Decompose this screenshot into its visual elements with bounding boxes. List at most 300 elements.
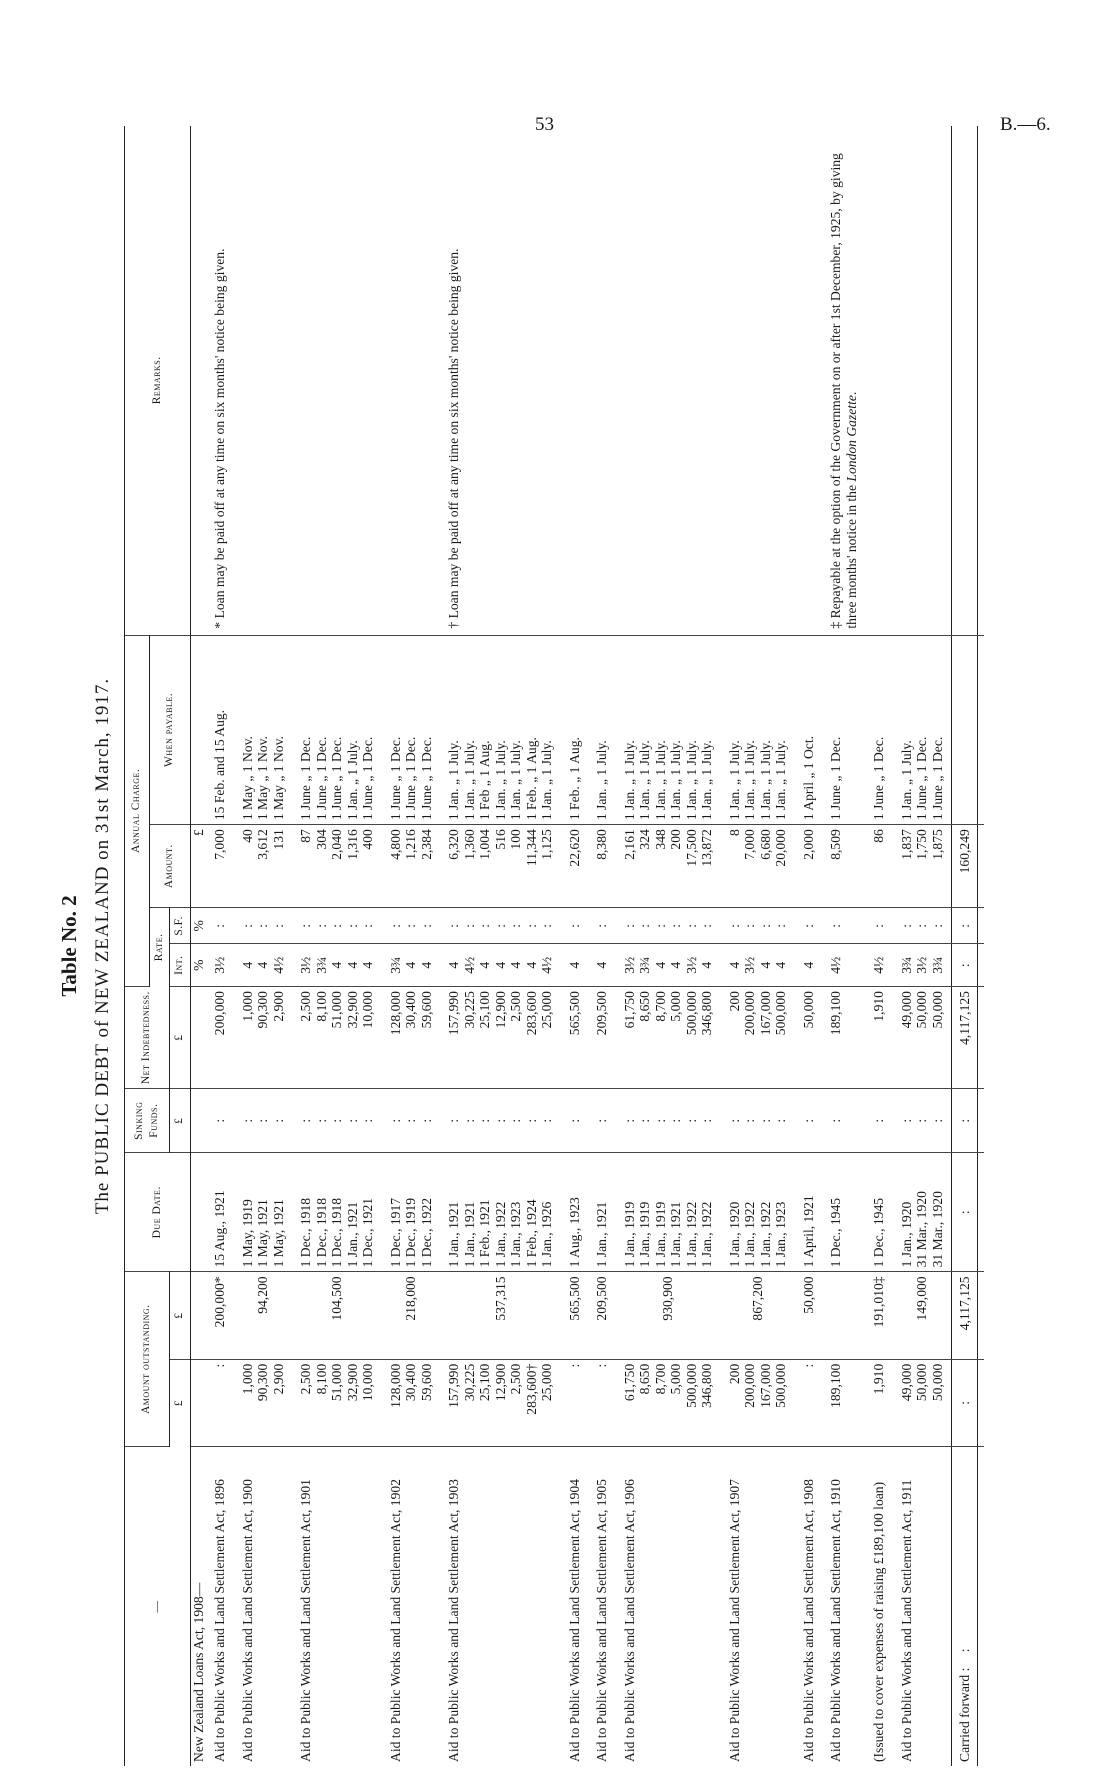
due-date-cell <box>440 1153 561 1272</box>
outstanding-total: 209,500 <box>588 1272 616 1359</box>
carried-forward-int: : <box>952 944 978 987</box>
net-indebtedness: 8,700 <box>652 991 668 1022</box>
annual-charge: 1,750 <box>914 829 929 860</box>
interest-rate: 4 <box>668 961 683 969</box>
sinking-fund-rate: : <box>683 923 699 928</box>
interest-rate-cell <box>865 944 893 987</box>
col-sinking-funds-header: Sinking Funds. <box>125 1089 170 1153</box>
amount-outstanding: 283,600† <box>523 1363 539 1415</box>
due-date-cell <box>893 1153 952 1272</box>
amount-outstanding: 200,000 <box>742 1363 757 1408</box>
annual-charge-cell <box>795 825 823 908</box>
sinking-fund-rate: : <box>742 923 757 928</box>
interest-rate: 4 <box>255 961 270 969</box>
annual-charge: 348 <box>652 829 668 850</box>
amount-outstanding: 25,100 <box>477 1363 492 1402</box>
due-date-cell <box>721 1153 795 1272</box>
amount-outstanding: 2,900 <box>270 1363 286 1395</box>
net-indebtedness: 50,000 <box>914 991 929 1029</box>
sinking-pound-unit: £ <box>170 1089 191 1153</box>
page-number: 53 <box>535 114 554 135</box>
when-payable: 1 Jan. „ 1 July. <box>621 740 637 821</box>
when-payable: 1 May „ 1 Nov. <box>270 736 286 821</box>
net-indebtedness: 51,000 <box>329 991 344 1029</box>
net-indebtedness-cell <box>865 987 893 1089</box>
annual-charge-cell <box>234 825 293 908</box>
outstanding-total: 191,010‡ <box>865 1272 893 1359</box>
amount-outstanding: 51,000 <box>329 1363 344 1402</box>
when-payable: 1 June „ 1 Dec. <box>387 736 403 821</box>
sinking-fund-rate: : <box>914 923 929 928</box>
due-date: 1 Jan., 1921 <box>594 1201 609 1268</box>
sinking-fund: : <box>492 1118 508 1123</box>
net-indebtedness: 61,750 <box>621 991 637 1029</box>
when-payable: 1 Jan. „ 1 July. <box>726 740 742 821</box>
net-indebtedness: 209,500 <box>594 991 609 1036</box>
interest-rate: 4 <box>566 961 582 969</box>
amount-outstanding: 49,000 <box>898 1363 914 1402</box>
sinking-fund-rate: : <box>255 923 270 928</box>
amount-outstanding: 167,000 <box>757 1363 773 1408</box>
amount-outstanding: 30,225 <box>461 1363 477 1402</box>
col-when-payable-header: When payable. <box>149 635 190 825</box>
interest-rate-cell <box>616 944 721 987</box>
interest-rate-cell <box>588 944 616 987</box>
net-indebtedness-cell <box>206 987 234 1089</box>
table-title: Table No. 2 <box>57 895 81 997</box>
annual-charge: 7,000 <box>212 829 227 860</box>
annual-charge: 100 <box>508 829 523 850</box>
net-indebtedness: 500,000 <box>773 991 788 1036</box>
amount-outstanding: 1,910 <box>871 1363 886 1395</box>
interest-rate: 3½ <box>212 956 227 974</box>
interest-rate: 4 <box>329 961 344 969</box>
when-payable: 1 Jan. „ 1 July. <box>699 740 714 821</box>
remark <box>795 126 823 635</box>
annual-charge: 8,509 <box>828 829 843 860</box>
interest-rate: 3½ <box>621 956 637 974</box>
annual-charge: 17,500 <box>683 829 699 867</box>
amount-outstanding-cell <box>561 1359 589 1446</box>
when-payable: 1 Jan. „ 1 July. <box>668 740 683 821</box>
net-indebtedness: 8,650 <box>637 991 652 1022</box>
interest-rate: 3½ <box>683 956 699 974</box>
annual-charge-cell <box>382 825 441 908</box>
outstanding-total: 94,200 <box>234 1272 293 1359</box>
sinking-fund-rate: : <box>212 923 227 928</box>
annual-charge-cell <box>440 825 561 908</box>
sinking-fund-rate: : <box>871 923 886 928</box>
sinking-fund-rate-cell <box>616 908 721 944</box>
sinking-fund-rate: : <box>800 923 816 928</box>
amount-outstanding: 1,000 <box>239 1363 255 1395</box>
due-date: 1 April, 1921 <box>800 1195 816 1268</box>
remark: † Loan may be paid off at any time on six months' notice being given. <box>440 126 561 635</box>
sinking-fund-rate: : <box>566 923 582 928</box>
when-payable: 1 June „ 1 Dec. <box>871 736 886 821</box>
interest-rate: 4 <box>477 961 492 969</box>
interest-rate: 4 <box>652 961 668 969</box>
annual-charge: 86 <box>871 829 886 843</box>
amount-outstanding-cell <box>588 1359 616 1446</box>
carried-forward-label: Carried forward <box>957 1674 972 1762</box>
annual-charge: 22,620 <box>566 829 582 867</box>
due-date: 1 Jan., 1920 <box>726 1201 742 1268</box>
when-payable: 15 Feb. and 15 Aug. <box>212 709 227 821</box>
net-indebtedness: 167,000 <box>757 991 773 1036</box>
due-date: 1 Feb., 1921 <box>477 1199 492 1268</box>
interest-rate: 3¾ <box>929 956 945 974</box>
outstanding-total: 218,000 <box>382 1272 441 1359</box>
due-date-cell <box>822 1153 865 1272</box>
interest-rate-cell <box>721 944 795 987</box>
annual-charge: 8 <box>726 829 742 836</box>
carried-forward-due: : <box>952 1153 978 1272</box>
due-date: 15 Aug., 1921 <box>212 1190 227 1268</box>
when-payable: 1 Jan. „ 1 July. <box>757 740 773 821</box>
sinking-fund: : <box>621 1118 637 1123</box>
net-indebtedness-cell <box>234 987 293 1089</box>
interest-rate-cell <box>440 944 561 987</box>
loan-description: Aid to Public Works and Land Settlement Act, 1908 <box>800 1479 816 1762</box>
net-indebtedness: 32,900 <box>344 991 360 1029</box>
amount-outstanding: 61,750 <box>621 1363 637 1402</box>
amount-outstanding-cell <box>206 1359 234 1446</box>
loan-group-row <box>822 126 865 1766</box>
table-subtitle: The PUBLIC DEBT of NEW ZEALAND on 31st March, 1917. <box>92 677 113 1215</box>
carried-forward-net: 4,117,125 <box>952 987 978 1089</box>
sinking-fund: : <box>539 1118 554 1123</box>
interest-rate: 3½ <box>742 956 757 974</box>
when-payable: 1 Feb „ 1 Aug. <box>477 740 492 821</box>
amount-pound-unit: £ <box>170 1359 191 1446</box>
sinking-fund-rate: : <box>418 923 434 928</box>
amount-outstanding: 500,000 <box>683 1363 699 1408</box>
annual-charge: 6,680 <box>757 829 773 860</box>
sinking-fund-rate-cell <box>865 908 893 944</box>
col-rate-header: Rate. <box>149 908 170 987</box>
col-annual-charge-header: Annual Charge. <box>125 635 150 986</box>
sinking-fund: : <box>403 1118 418 1123</box>
sinking-fund-cell <box>588 1089 616 1153</box>
sinking-fund-rate-cell <box>588 908 616 944</box>
remark: * Loan may be paid off at any time on six months' notice being given. <box>206 126 234 635</box>
due-date: 1 Dec., 1921 <box>360 1197 375 1268</box>
loan-description: Aid to Public Works and Land Settlement Act, 1900 <box>239 1479 255 1762</box>
sinking-fund: : <box>683 1118 699 1123</box>
annual-charge: 324 <box>637 829 652 850</box>
sinking-fund-cell <box>822 1089 865 1153</box>
sinking-fund-rate: : <box>387 923 403 928</box>
interest-rate: 4 <box>508 961 523 969</box>
amount-outstanding: : <box>594 1363 609 1368</box>
due-date-cell <box>588 1153 616 1272</box>
sinking-fund-rate: : <box>668 923 683 928</box>
due-date: 31 Mar., 1920 <box>929 1191 945 1268</box>
interest-rate: 4½ <box>828 956 843 974</box>
interest-rate: 4½ <box>871 956 886 974</box>
loan-group-row <box>795 126 823 1766</box>
sinking-fund: : <box>461 1118 477 1123</box>
annual-charge-cell <box>206 825 234 908</box>
interest-rate: 4 <box>523 961 539 969</box>
due-date: 1 Jan., 1922 <box>742 1201 757 1268</box>
sinking-fund: : <box>344 1118 360 1123</box>
interest-rate: 4 <box>492 961 508 969</box>
outstanding-total: 930,900 <box>616 1272 721 1359</box>
due-date-cell <box>561 1153 589 1272</box>
annual-charge: 1,837 <box>898 829 914 860</box>
sinking-fund: : <box>298 1118 313 1123</box>
annual-charge: 1,216 <box>403 829 418 860</box>
carried-forward-amount: : <box>952 1359 978 1446</box>
due-date: 1 Jan., 1919 <box>652 1201 668 1268</box>
when-payable: 1 June „ 1 Dec. <box>329 736 344 821</box>
loan-group-row <box>440 126 561 1766</box>
remark <box>561 126 589 635</box>
interest-rate-cell <box>206 944 234 987</box>
col-due-date-header: Due Date. <box>125 1153 191 1272</box>
col-remarks-header: Remarks. <box>125 126 191 635</box>
col-amount-outstanding-header: Amount outstanding. <box>125 1272 170 1447</box>
amount-outstanding-cell <box>234 1359 293 1446</box>
sinking-fund: : <box>418 1118 434 1123</box>
net-indebtedness: 59,600 <box>418 991 434 1029</box>
loan-group-row <box>206 126 234 1766</box>
when-payable: 1 June „ 1 Dec. <box>298 736 313 821</box>
annual-charge-cell <box>893 825 952 908</box>
sinking-fund: : <box>255 1118 270 1123</box>
sinking-fund-cell <box>292 1089 382 1153</box>
carried-forward-sfrate: : <box>952 908 978 944</box>
sinking-fund-cell <box>440 1089 561 1153</box>
loan-description: Aid to Public Works and Land Settlement Act, 1906 <box>621 1479 637 1762</box>
loan-group-row <box>382 126 441 1766</box>
when-payable: 1 April „ 1 Oct. <box>800 735 816 821</box>
net-indebtedness: 1,910 <box>871 991 886 1022</box>
net-indebtedness: 30,400 <box>403 991 418 1029</box>
net-indebtedness: 50,000 <box>800 991 816 1029</box>
when-payable: 1 Jan. „ 1 July. <box>539 740 554 821</box>
sinking-fund-rate: : <box>726 923 742 928</box>
net-indebtedness: 49,000 <box>898 991 914 1029</box>
sinking-fund: : <box>594 1118 609 1123</box>
sinking-fund-rate-cell <box>234 908 293 944</box>
interest-rate: 4 <box>773 961 788 969</box>
amount-outstanding: 5,000 <box>668 1363 683 1395</box>
remark <box>721 126 795 635</box>
due-date: 1 Jan., 1921 <box>668 1201 683 1268</box>
sinking-fund: : <box>566 1118 582 1123</box>
col-description-header: — <box>125 1447 191 1766</box>
amount-outstanding: 8,700 <box>652 1363 668 1395</box>
carried-forward-row <box>952 126 978 1766</box>
annual-charge: 1,125 <box>539 829 554 860</box>
annual-charge: 7,000 <box>742 829 757 860</box>
due-date: 1 Jan., 1922 <box>699 1201 714 1268</box>
remark <box>865 126 893 635</box>
when-payable-cell <box>561 635 589 825</box>
remark <box>234 126 293 635</box>
sinking-fund-rate: : <box>757 923 773 928</box>
due-date-cell <box>206 1153 234 1272</box>
sinking-fund-cell <box>616 1089 721 1153</box>
due-date: 31 Mar., 1920 <box>914 1191 929 1268</box>
outstanding-total: 200,000* <box>206 1272 234 1359</box>
net-indebtedness-cell <box>440 987 561 1089</box>
sinking-fund: : <box>871 1118 886 1123</box>
net-indebtedness: 200,000 <box>742 991 757 1036</box>
amount-outstanding: 500,000 <box>773 1363 788 1408</box>
sinking-fund-rate: : <box>446 923 461 928</box>
amount-outstanding: 157,990 <box>446 1363 461 1408</box>
col-int-header: Int. <box>170 944 191 987</box>
interest-rate-cell <box>292 944 382 987</box>
sinking-fund-rate-cell <box>822 908 865 944</box>
loan-group-row <box>616 126 721 1766</box>
sf-percent-unit: % <box>190 908 206 944</box>
loan-description: (Issued to cover expenses of raising £189,100 loan) <box>871 1481 886 1762</box>
outstanding-total: 149,000 <box>893 1272 952 1359</box>
sinking-fund-cell <box>795 1089 823 1153</box>
remark <box>616 126 721 635</box>
annual-charge-cell <box>721 825 795 908</box>
sinking-fund-rate: : <box>298 923 313 928</box>
sinking-fund: : <box>212 1118 227 1123</box>
sinking-fund-rate: : <box>403 923 418 928</box>
total-pound-unit: £ <box>170 1272 191 1359</box>
when-payable-cell <box>206 635 234 825</box>
amount-outstanding: 8,100 <box>313 1363 329 1395</box>
due-date: 1 Dec., 1922 <box>418 1197 434 1268</box>
sinking-fund: : <box>898 1118 914 1123</box>
annual-charge: 40 <box>239 829 255 843</box>
sinking-fund-rate: : <box>523 923 539 928</box>
net-indebtedness-cell <box>561 987 589 1089</box>
interest-rate-cell <box>382 944 441 987</box>
due-date: 1 Jan., 1919 <box>637 1201 652 1268</box>
when-payable: 1 Jan. „ 1 July. <box>344 740 360 821</box>
annual-charge: 11,344 <box>523 829 539 867</box>
when-payable-cell <box>382 635 441 825</box>
amount-outstanding: 189,100 <box>828 1363 843 1408</box>
net-indebtedness: 8,100 <box>313 991 329 1022</box>
sinking-fund-rate-cell <box>292 908 382 944</box>
carried-forward-dots: : : <box>957 1642 972 1672</box>
amount-outstanding-cell <box>822 1359 865 1446</box>
sinking-fund-rate: : <box>344 923 360 928</box>
sinking-fund: : <box>329 1118 344 1123</box>
annual-charge: 3,612 <box>255 829 270 860</box>
amount-outstanding: 90,300 <box>255 1363 270 1402</box>
due-date: 1 Dec., 1918 <box>298 1197 313 1268</box>
amount-outstanding-cell <box>795 1359 823 1446</box>
amount-outstanding: 12,900 <box>492 1363 508 1402</box>
sinking-fund-rate: : <box>652 923 668 928</box>
sinking-fund: : <box>773 1118 788 1123</box>
amount-outstanding: 2,500 <box>298 1363 313 1395</box>
sinking-fund-cell <box>865 1089 893 1153</box>
sinking-fund: : <box>270 1118 286 1123</box>
interest-rate-cell <box>893 944 952 987</box>
due-date: 1 Jan., 1920 <box>898 1201 914 1268</box>
when-payable: 1 Jan. „ 1 July. <box>461 740 477 821</box>
due-date: 1 Jan., 1923 <box>508 1201 523 1268</box>
loan-description: Aid to Public Works and Land Settlement Act, 1905 <box>594 1479 609 1762</box>
net-indebtedness: 2,900 <box>270 991 286 1022</box>
net-indebtedness: 565,500 <box>566 991 582 1036</box>
annual-charge: 20,000 <box>773 829 788 867</box>
net-indebtedness: 10,000 <box>360 991 375 1029</box>
when-payable: 1 Jan. „ 1 July. <box>594 740 609 821</box>
net-indebtedness-cell <box>616 987 721 1089</box>
sinking-fund-rate-cell <box>893 908 952 944</box>
due-date: 1 Jan., 1921 <box>461 1201 477 1268</box>
due-date-cell <box>234 1153 293 1272</box>
due-date: 1 May, 1921 <box>270 1199 286 1268</box>
when-payable: 1 June „ 1 Dec. <box>313 736 329 821</box>
sinking-fund: : <box>828 1118 843 1123</box>
loan-group-row <box>234 126 293 1766</box>
amount-outstanding: : <box>566 1363 582 1368</box>
net-indebtedness: 128,000 <box>387 991 403 1036</box>
sinking-fund: : <box>637 1118 652 1123</box>
annual-charge-cell <box>588 825 616 908</box>
net-indebtedness: 1,000 <box>239 991 255 1022</box>
due-date: 1 Jan., 1919 <box>621 1201 637 1268</box>
amount-outstanding-cell <box>893 1359 952 1446</box>
due-date: 1 May, 1921 <box>255 1199 270 1268</box>
loan-description: Aid to Public Works and Land Settlement Act, 1910 <box>828 1479 843 1762</box>
amount-outstanding-cell <box>616 1359 721 1446</box>
annual-charge: 1,316 <box>344 829 360 860</box>
annual-charge: 516 <box>492 829 508 850</box>
net-indebtedness-cell <box>292 987 382 1089</box>
charge-pound-unit: £ <box>190 825 206 908</box>
sinking-fund-rate-cell <box>721 908 795 944</box>
rotated-page <box>57 126 1057 1766</box>
net-indebtedness: 12,900 <box>492 991 508 1029</box>
sinking-fund-cell <box>382 1089 441 1153</box>
annual-charge-cell <box>865 825 893 908</box>
when-payable: 1 Jan. „ 1 July. <box>637 740 652 821</box>
interest-rate: 4 <box>699 961 714 969</box>
interest-rate: 3¾ <box>637 956 652 974</box>
sinking-fund-rate: : <box>270 923 286 928</box>
loan-group-row <box>865 126 893 1766</box>
sinking-fund-rate: : <box>594 923 609 928</box>
when-payable-cell <box>822 635 865 825</box>
when-payable: 1 Jan. „ 1 July. <box>492 740 508 821</box>
interest-rate: 3¾ <box>313 956 329 974</box>
net-indebtedness: 50,000 <box>929 991 945 1029</box>
sinking-fund-rate: : <box>773 923 788 928</box>
outstanding-total: 537,315 <box>440 1272 561 1359</box>
when-payable: 1 June „ 1 Dec. <box>418 736 434 821</box>
when-payable-cell <box>893 635 952 825</box>
interest-rate-cell <box>234 944 293 987</box>
net-indebtedness: 2,500 <box>508 991 523 1022</box>
when-payable: 1 June „ 1 Dec. <box>914 736 929 821</box>
interest-rate: 4½ <box>270 956 286 974</box>
amount-outstanding: 25,000 <box>539 1363 554 1402</box>
annual-charge: 87 <box>298 829 313 843</box>
amount-outstanding-cell <box>865 1359 893 1446</box>
loan-description: Aid to Public Works and Land Settlement Act, 1902 <box>387 1479 403 1762</box>
sinking-fund-rate: : <box>461 923 477 928</box>
sinking-fund-cell <box>721 1089 795 1153</box>
due-date: 1 Jan., 1923 <box>773 1201 788 1268</box>
